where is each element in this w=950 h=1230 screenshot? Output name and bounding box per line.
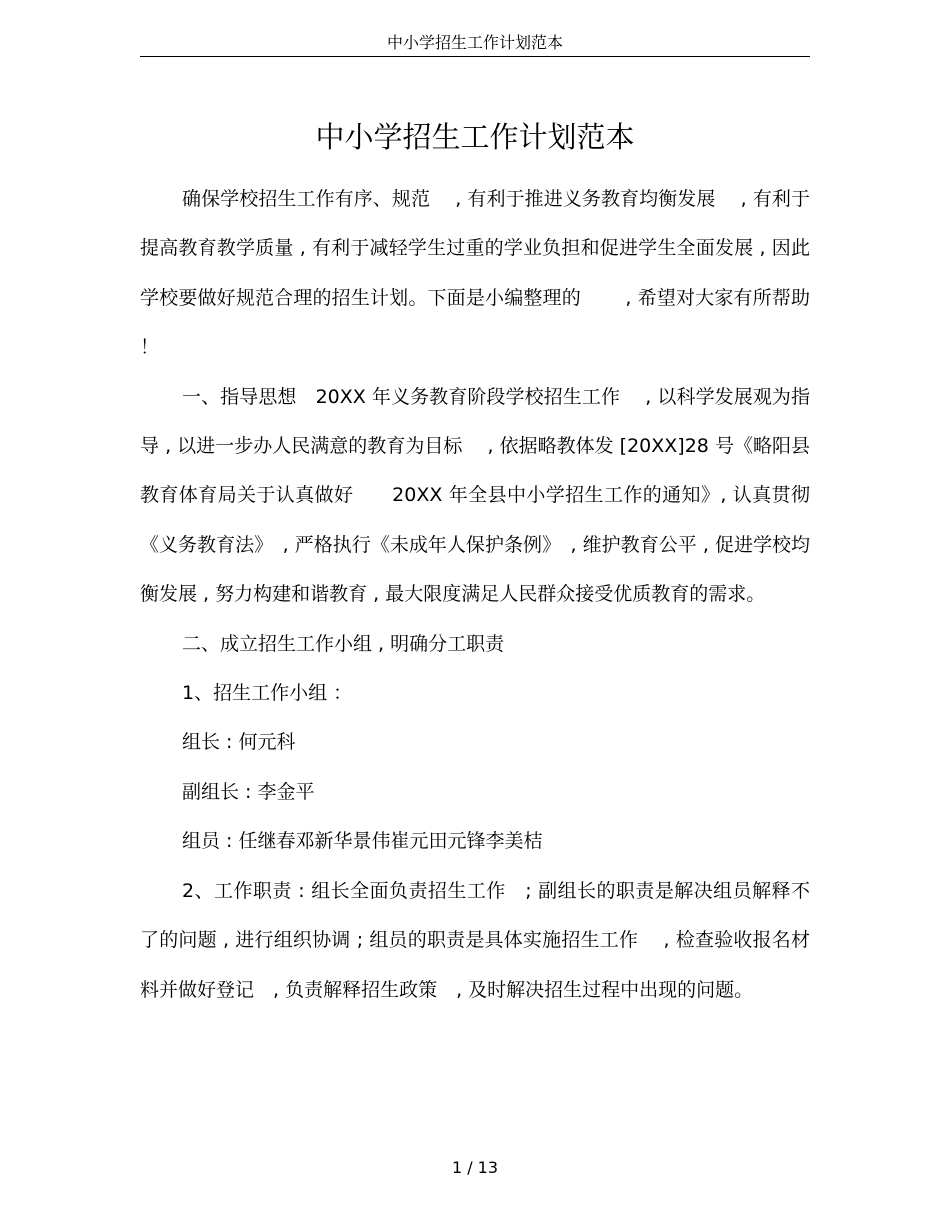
intro-paragraph: 确保学校招生工作有序、规范 , 有利于推进义务教育均衡发展 , 有利于提高教育教学质量 , 有利于减轻学生过重的学业负担和促进学生全面发展 , 因此学校要做好规范合理的招生计划。下面是小编整理的 , 希望对大家有所帮助 ！: [140, 188, 817, 359]
document-title: 中小学招生工作计划范本: [315, 120, 635, 154]
guiding-thought-paragraph: 一、指导思想 20XX 年义务教育阶段学校招生工作 , 以科学发展观为指导 , 以进一步办人民满意的教育为目标 , 依据略教体发 [20XX]28 号《略阳县教育体育局关于认真做好 20XX 年全县中小学招生工作的通知》, 认真贯彻《义务教育法》 , 严格执行《未成年人保护条例》 , 维护教育公平 , 促进学校均衡发展 , 努力构建和谐教育 , 最大限度满足人民群众接受优质教育的需求。: [140, 385, 810, 606]
page-number: 1 / 13: [451, 1158, 499, 1177]
section-heading-team: 二、成立招生工作小组 , 明确分工职责: [182, 632, 505, 655]
deputy-leader-line: 副组长 : 李金平: [182, 780, 315, 803]
document-body: [140, 175, 817, 1015]
header-divider: [140, 56, 810, 57]
team-leader-line: 组长 : 何元科: [182, 731, 296, 754]
running-header: 中小学招生工作计划范本: [386, 33, 563, 52]
team-members-line: 组员 : 任继春邓新华景伟崔元田元锋李美桔: [182, 830, 543, 853]
duties-paragraph: 2、工作职责 : 组长全面负责招生工作 ; 副组长的职责是解决组员解释不了的问题 , 进行组织协调 ; 组员的职责是具体实施招生工作 , 检查验收报名材料并做好登记 , 负责解释招生政策 , 及时解决招生过程中出现的问题。: [140, 879, 810, 1001]
subsection-heading-team: 1、招生工作小组 ：: [182, 682, 353, 705]
